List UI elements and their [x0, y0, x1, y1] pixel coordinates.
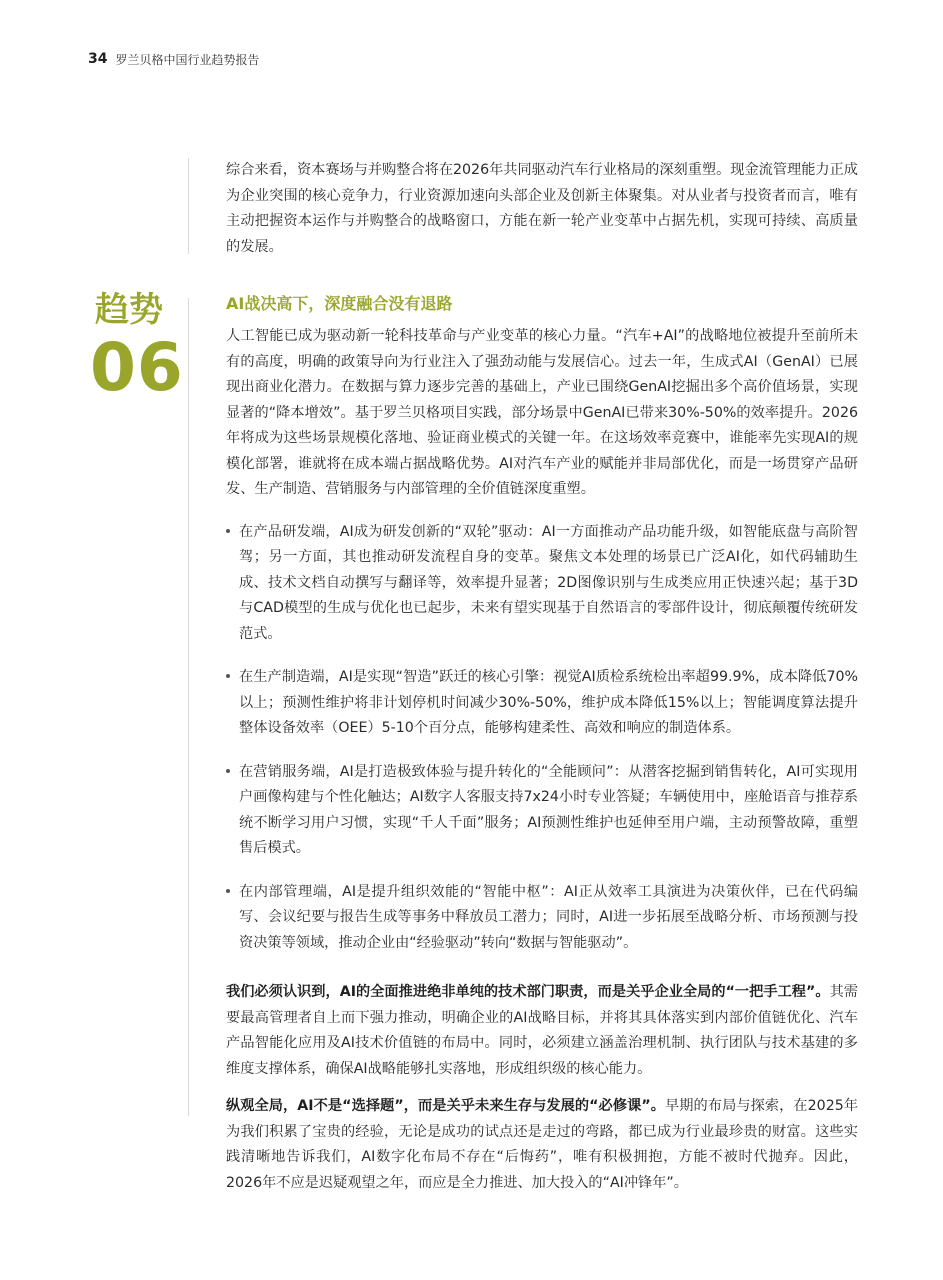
bullet-text: 在内部管理端，AI是提升组织效能的“智能中枢”：AI正从效率工具演进为决策伙伴，已在代码编写、会议纪要与报告生成等事务中释放员工潜力；同时，AI进一步拓展至战略分析、市场预测与投资决策等领域，推动企业由“经验驱动”转向“数据与智能驱动”。 — [239, 883, 858, 951]
intro-paragraph: 综合来看，资本赛场与并购整合将在2026年共同驱动汽车行业格局的深刻重塑。现金流管理能力正成为企业突围的核心竞争力，行业资源加速向头部企业及创新主体聚集。对从业者与投资者而言，唯有主动把握资本运作与并购整合的战略窗口，方能在新一轮产业变革中占据先机，实现可持续、高质量的发展。 — [226, 162, 858, 255]
list-item — [226, 665, 858, 742]
bullet-dot-icon — [226, 529, 230, 533]
paragraph-3-emphasis: 纵观全局，AI不是“选择题”，而是关乎未来生存与发展的“必修课”。 — [226, 1098, 666, 1114]
paragraph-2-body: 其需要最高管理者自上而下强力推动，明确企业的AI战略目标，并将其具体落实到内部价值链优化、汽车产品智能化应用及AI技术价值链的布局中。同时，必须建立涵盖治理机制、执行团队与技术基建的多维度支撑体系，确保AI战略能够扎实落地，形成组织级的核心能力。 — [226, 984, 858, 1077]
bullet-text: 在生产制造端，AI是实现“智造”跃迁的核心引擎：视觉AI质检系统检出率超99.9%，成本降低70%以上；预测性维护将非计划停机时间减少30%-50%，维护成本降低15%以上；智能调度算法提升整体设备效率（OEE）5-10个百分点，能够构建柔性、高效和响应的制造体系。 — [239, 669, 858, 736]
bullet-dot-icon — [226, 769, 230, 773]
paragraph-2-emphasis: 我们必须认识到，AI的全面推进绝非单纯的技术部门职责，而是关乎企业全局的“一把手工程”。 — [226, 984, 830, 1000]
trend-number: 06 — [90, 329, 184, 406]
section-paragraph-1: 人工智能已成为驱动新一轮科技革命与产业变革的核心力量。“汽车+AI”的战略地位被提升至前所未有的高度，明确的政策导向为行业注入了强劲动能与发展信心。过去一年，生成式AI（GenAI）已展现出商业化潜力。在数据与算力逐步完善的基础上，产业已围绕GenAI挖掘出多个高价值场景，实现显著的“降本增效”。基于罗兰贝格项目实践，部分场景中GenAI已带来30%-50%的效率提升。2026年将成为这些场景规模化落地、验证商业模式的关键一年。在这场效率竞赛中，谁能率先实现AI的规模化部署，谁就将在成本端占据战略优势。AI对汽车产业的赋能并非局部优化，而是一场贯穿产品研发、生产制造、营销服务与内部管理的全价值链深度重塑。 — [226, 328, 858, 497]
bullet-list — [226, 520, 858, 957]
bullet-text: 在营销服务端，AI是打造极致体验与提升转化的“全能顾问”：从潜客挖掘到销售转化，AI可实现用户画像构建与个性化触达；AI数字人客服支持7x24小时专业答疑；车辆使用中，座舱语音与推荐系统不断学习用户习惯，实现“千人千面”服务；AI预测性维护也延伸至用户端，主动预警故障，重塑售后模式。 — [239, 763, 858, 856]
list-item — [226, 880, 858, 957]
bullet-dot-icon — [226, 674, 230, 678]
left-divider-section — [188, 298, 189, 1116]
report-title: 罗兰贝格中国行业趋势报告 — [115, 52, 260, 67]
section-paragraph-2 — [226, 980, 858, 1082]
list-item — [226, 520, 858, 648]
intro-block — [226, 158, 858, 260]
section-paragraph-3 — [226, 1094, 858, 1196]
left-divider-intro — [188, 158, 189, 254]
paragraph-3-body: 早期的布局与探索，在2025年为我们积累了宝贵的经验，无论是成功的试点还是走过的弯路，都已成为行业最珍贵的财富。这些实践清晰地告诉我们，AI数字化布局不存在“后悔药”，唯有积极拥抱，方能不被时代抛弃。因此，2026年不应是迟疑观望之年，而应是全力推进、加大投入的“AI冲锋年”。 — [226, 1098, 859, 1191]
trend-label: 趋势 — [95, 290, 163, 330]
section-title: AI战决高下，深度融合没有退路 — [226, 294, 453, 313]
page-header — [88, 48, 260, 70]
bullet-dot-icon — [226, 889, 230, 893]
bullet-text: 在产品研发端，AI成为研发创新的“双轮”驱动：AI一方面推动产品功能升级，如智能底盘与高阶智驾；另一方面，其也推动研发流程自身的变革。聚焦文本处理的场景已广泛AI化，如代码辅助生成、技术文档自动撰写与翻译等，效率提升显著；2D图像识别与生成类应用正快速兴起；基于3D与CAD模型的生成与优化也已起步，未来有望实现基于自然语言的零部件设计，彻底颠覆传统研发范式。 — [239, 523, 858, 642]
page-number: 34 — [88, 51, 108, 67]
trend-section — [226, 292, 858, 1196]
list-item — [226, 760, 858, 862]
